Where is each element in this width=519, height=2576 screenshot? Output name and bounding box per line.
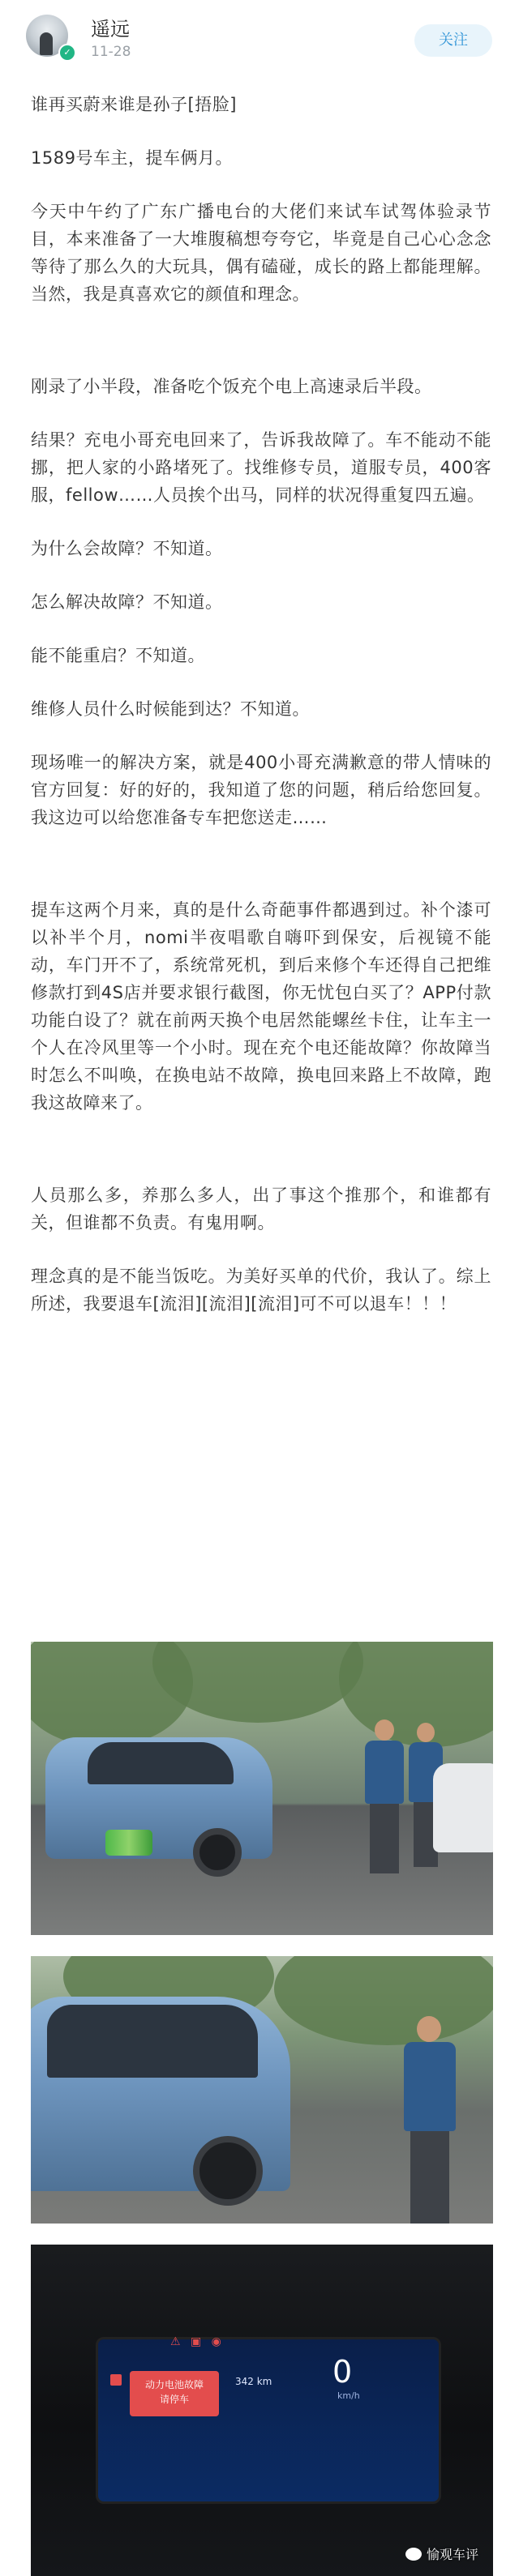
post-photo-car-side[interactable] xyxy=(31,1956,493,2224)
post-header xyxy=(0,0,519,68)
post-paragraph: 1589号车主，提车俩月。 xyxy=(31,148,233,168)
post-paragraph: 结果？充电小哥充电回来了，告诉我故障了。车不能动不能挪，把人家的小路堵死了。找维修专员，道服专员，400客服，fellow……人员挨个出马，同样的状况得重复四五遍。 xyxy=(31,430,491,505)
post-paragraph: 理念真的是不能当饭吃。为美好买单的代价，我认了。综上所述，我要退车[流泪][流泪][流泪]可不可以退车！！！ xyxy=(31,1267,491,1314)
dashboard-warning-icons: ⚠ ▣ ◉ xyxy=(170,2335,225,2348)
dashboard-range: 342 km xyxy=(235,2376,272,2387)
post-date: 11-28 xyxy=(91,44,131,60)
warning-icon xyxy=(110,2374,122,2386)
watermark-text: 愉观车评 xyxy=(427,2547,479,2562)
post-photo-car-street[interactable] xyxy=(31,1642,493,1935)
dashboard-speed-unit: km/h xyxy=(337,2390,360,2401)
post-paragraph: 为什么会故障？不知道。 xyxy=(31,539,223,558)
post-paragraph: 人员那么多，养那么多人，出了事这个推那个，和谁都有关，但谁都不负责。有鬼用啊。 xyxy=(31,1185,491,1232)
wechat-icon xyxy=(405,2548,422,2561)
post-paragraph: 谁再买蔚来谁是孙子[捂脸] xyxy=(31,95,237,114)
verified-icon: ✓ xyxy=(58,44,76,62)
dashboard-screen xyxy=(96,2337,441,2504)
post-paragraph: 现场唯一的解决方案，就是400小哥充满歉意的带人情味的官方回复：好的好的，我知道了您的问题，稍后给您回复。我这边可以给您准备专车把您送走…… xyxy=(31,753,491,827)
post-body xyxy=(31,91,491,1344)
post-paragraph: 今天中午约了广东广播电台的大佬们来试车试驾体验录节目，本来准备了一大堆腹稿想夸夸它，毕竟是自己心心念念等待了那么久的大玩具，偶有磕碰，成长的路上都能理解。当然，我是真喜欢它的颜值和理念。 xyxy=(31,202,491,304)
post-paragraph: 能不能重启？不知道。 xyxy=(31,646,205,665)
battery-fault-warning xyxy=(130,2371,219,2416)
post-paragraph: 维修人员什么时候能到达？不知道。 xyxy=(31,699,310,719)
watermark xyxy=(405,2544,478,2565)
post-paragraph: 怎么解决故障？不知道。 xyxy=(31,592,223,612)
dashboard-speed: 0 xyxy=(332,2354,353,2390)
username[interactable]: 遥远 xyxy=(91,18,130,41)
post-paragraph: 提车这两个月来，真的是什么奇葩事件都遇到过。补个漆可以补半个月，nomi半夜唱歌自嗨吓到保安，后视镜不能动，车门开不了，系统常死机，到后来修个车还得自己把维修款打到4S店并要求银行截图，你无忧包白买了？APP付款功能白设了？就在前两天换个电居然能螺丝卡住，让车主一个人在冷风里等一个小时。现在充个电还能故障？你故障当时怎么不叫唤，在换电站不故障，换电回来路上不故障，跑我这故障来了。 xyxy=(31,900,491,1113)
battery-fault-text: 动力电池故障 请停车 xyxy=(144,2379,204,2405)
follow-button[interactable]: 关注 xyxy=(414,24,492,57)
post-paragraph: 刚录了小半段，准备吃个饭充个电上高速录后半段。 xyxy=(31,377,432,396)
